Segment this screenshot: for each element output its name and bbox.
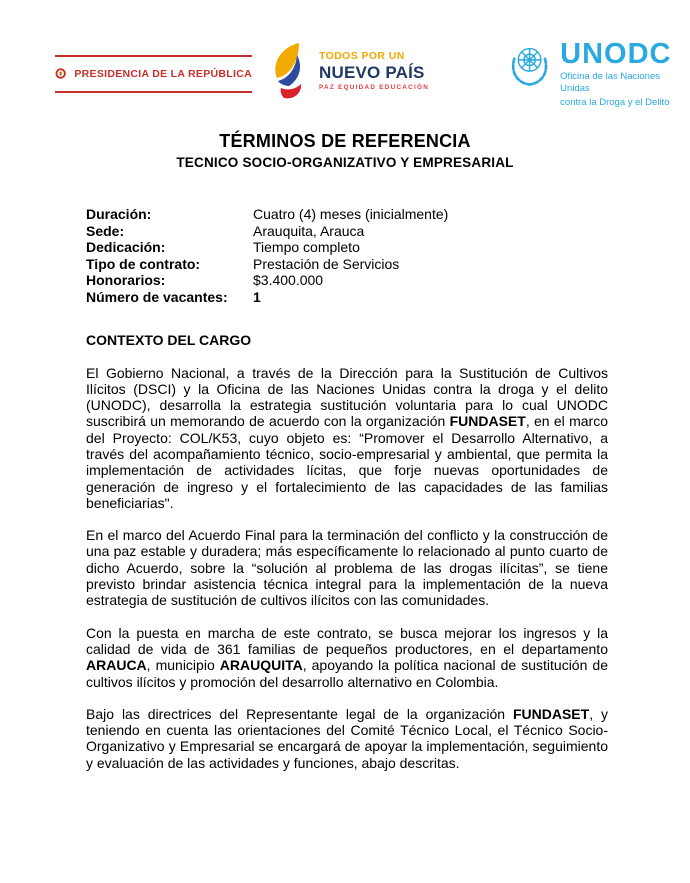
unodc-logo-text [560, 40, 690, 109]
details-value: Prestación de Servicios [253, 255, 400, 272]
unodc-acronym: UNODC [560, 38, 672, 70]
paragraph-contexto-2: En el marco del Acuerdo Final para la terminación del conflicto y la construcción de una paz estable y duradera; más específicamente lo relacionado al punto cuarto de dicho Acuerdo, sobre la “solución al problema de las drogas ilícitas”, se tiene previsto brindar asistencia técnica integral para la implementación de la nueva estrategia de sustitución de cultivos ilícitos con las comunidades. [86, 527, 608, 609]
document-title-block [0, 131, 690, 170]
details-label: Duración: [86, 206, 152, 222]
section-heading: CONTEXTO DEL CARGO [86, 332, 252, 348]
document-body [86, 206, 608, 771]
details-value: 1 [253, 288, 261, 305]
paragraph-contexto-3: Con la puesta en marcha de este contrato, se busca mejorar los ingresos y la calidad de vida de 361 familias de pequeños productores, en el departamento ARAUCA, municipio ARAUQUITA, apoyando la política nacional de sustitución de cultivos ilícitos y promoción del desarrollo alternativo en Colombia. [86, 624, 608, 690]
un-emblem-icon [505, 40, 554, 92]
details-label: Dedicación: [86, 239, 166, 255]
details-row-tipo-contrato [86, 256, 608, 273]
details-value: Tiempo completo [253, 239, 360, 255]
document-subtitle: TECNICO SOCIO-ORGANIZATIVO Y EMPRESARIAL [176, 155, 514, 170]
unodc-subtitle-line1: Oficina de las Naciones Unidas [560, 71, 660, 94]
nuevo-pais-line1: TODOS POR UN [319, 50, 405, 63]
details-list [86, 206, 608, 305]
unodc-subtitle-line2: contra la Droga y el Delito [560, 96, 670, 108]
presidencia-seal-icon [55, 62, 66, 85]
details-label: Tipo de contrato: [86, 255, 201, 272]
details-row-dedicacion [86, 239, 608, 256]
document-title: TÉRMINOS DE REFERENCIA [219, 131, 471, 151]
details-label: Sede: [86, 222, 125, 239]
paragraph-contexto-1: El Gobierno Nacional, a través de la Dirección para la Sustitución de Cultivos Ilícitos (DSCI) y la Oficina de las Naciones Unidas contra la droga y el delito (UNODC), desarrolla la estrategia sustitución voluntaria para lo cual UNODC suscribirá un memorando de acuerdo con la organización FUNDASET, en el marco del Proyecto: COL/K53, cuyo objeto es: “Promover el Desarrollo Alternativo, a través del acompañamiento técnico, socio-empresarial y ambiental, que permita la implementación de actividades lícitas, que forje nuevas oportunidades de generación de ingreso y el fortalecimiento de las capacidades de las familias beneficiarias". [86, 364, 608, 511]
nuevo-pais-logo [268, 42, 429, 100]
nuevo-pais-flower-icon [268, 42, 314, 100]
details-row-duracion [86, 206, 608, 223]
nuevo-pais-line2: NUEVO PAÍS [319, 62, 425, 82]
details-row-vacantes [86, 289, 608, 306]
unodc-logo [505, 40, 690, 109]
nuevo-pais-logo-text [319, 51, 429, 91]
presidencia-logo [55, 55, 252, 93]
details-row-sede [86, 223, 608, 240]
details-value: Cuatro (4) meses (inicialmente) [253, 206, 449, 222]
nuevo-pais-line3: PAZ EQUIDAD EDUCACIÓN [319, 83, 430, 91]
presidencia-logo-label: PRESIDENCIA DE LA REPÚBLICA [74, 67, 252, 80]
details-row-honorarios [86, 272, 608, 289]
details-value: Arauquita, Arauca [253, 222, 365, 239]
paragraph-contexto-4: Bajo las directrices del Representante legal de la organización FUNDASET, y teniendo en cuenta las orientaciones del Comité Técnico Local, el Técnico Socio-Organizativo y Empresarial se encargará de apoyar la implementación, seguimiento y evaluación de las actividades y funciones, abajo descritas. [86, 705, 608, 771]
details-label: Número de vacantes: [86, 288, 228, 305]
details-label: Honorarios: [86, 272, 166, 288]
details-value: $3.400.000 [253, 272, 324, 288]
